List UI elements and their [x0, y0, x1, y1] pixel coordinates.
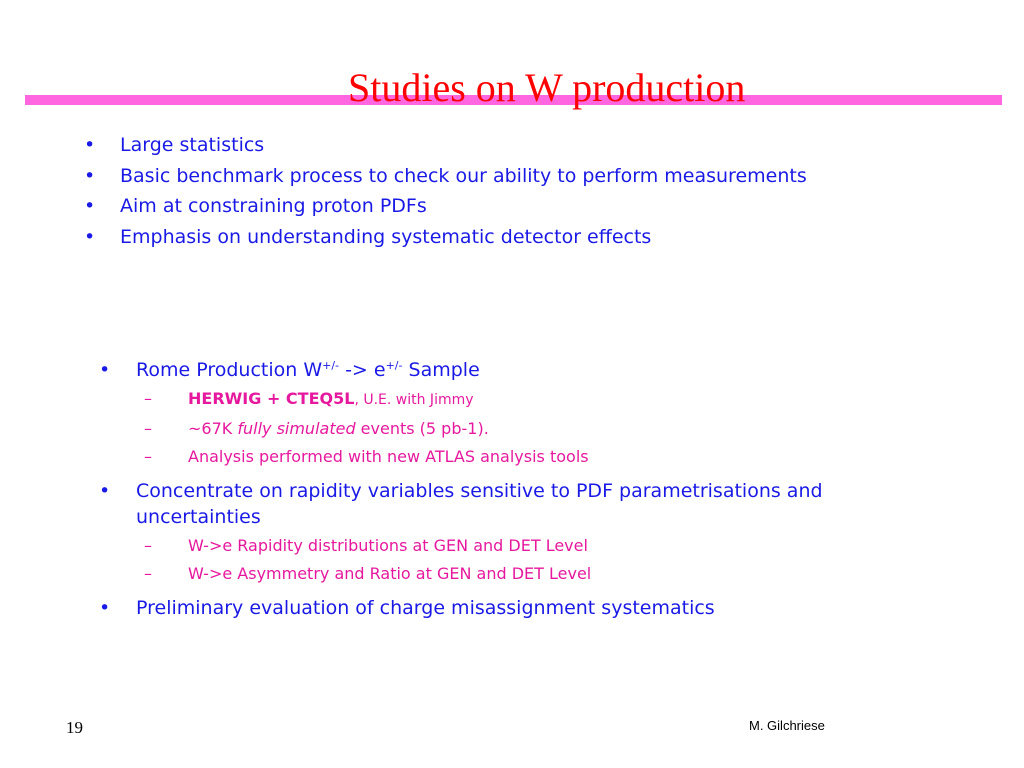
analysis-sub-item: [144, 443, 899, 472]
dash-glyph: –: [144, 418, 152, 438]
preliminary-text: Preliminary evaluation of charge misassignment systematics: [136, 596, 715, 619]
top-bullet-text: Basic benchmark process to check our ability to perform measurements: [120, 164, 807, 187]
rome-middle: -> e: [339, 359, 386, 381]
rapidity-text: W->e Rapidity distributions at GEN and DET Level: [188, 535, 588, 555]
herwig-detail: , U.E. with Jimmy: [354, 392, 474, 408]
charge-superscript: +/-: [385, 359, 403, 372]
herwig-sub-item: [144, 385, 899, 415]
rome-production-text: [136, 357, 899, 383]
concentrate-sub-list: [136, 532, 899, 589]
dash-glyph: –: [144, 535, 152, 555]
bullet-glyph: •: [99, 479, 111, 502]
rapidity-sub-item: [144, 532, 899, 561]
concentrate-text: Concentrate on rapidity variables sensitive to PDF parametrisations and uncertainties: [136, 479, 823, 528]
events-sub-item: [144, 415, 899, 444]
rome-suffix: Sample: [402, 359, 480, 381]
analysis-text: Analysis performed with new ATLAS analysis tools: [188, 447, 589, 466]
top-bullet-list: [84, 130, 984, 252]
rome-sub-list: [136, 385, 899, 472]
events-suffix: events (5 pb-1).: [355, 418, 489, 438]
dash-glyph: –: [144, 389, 152, 408]
top-bullet-text: Large statistics: [120, 134, 265, 156]
charge-superscript: +/-: [322, 359, 340, 372]
top-bullet-item: [84, 130, 984, 161]
preliminary-item: [99, 595, 899, 621]
bullet-glyph: •: [99, 359, 111, 381]
bullet-glyph: •: [84, 225, 96, 248]
bullet-glyph: •: [84, 195, 96, 217]
author-footer: M. Gilchriese: [749, 718, 825, 733]
asymmetry-sub-item: [144, 560, 899, 589]
page-number: 19: [66, 718, 83, 737]
asymmetry-text: W->e Asymmetry and Ratio at GEN and DET Level: [188, 564, 592, 583]
bullet-glyph: •: [84, 134, 96, 156]
rome-prefix: Rome Production W: [136, 359, 323, 381]
top-bullet-item: [84, 191, 984, 222]
bullet-glyph: •: [99, 596, 111, 619]
slide-title: Studies on W production: [348, 65, 746, 110]
events-italic: fully simulated: [237, 418, 356, 438]
rome-production-item: [99, 357, 899, 472]
herwig-label: HERWIG + CTEQ5L: [188, 389, 355, 408]
dash-glyph: –: [144, 564, 152, 583]
top-bullet-text: Aim at constraining proton PDFs: [120, 195, 427, 217]
bullet-glyph: •: [84, 164, 96, 187]
concentrate-item: [99, 478, 899, 589]
top-bullet-item: [84, 222, 984, 253]
dash-glyph: –: [144, 447, 152, 466]
events-prefix: ~67K: [188, 418, 238, 438]
top-bullet-item: [84, 161, 984, 192]
rome-bullet-list: [99, 357, 899, 621]
top-bullet-text: Emphasis on understanding systematic detector effects: [120, 225, 652, 248]
